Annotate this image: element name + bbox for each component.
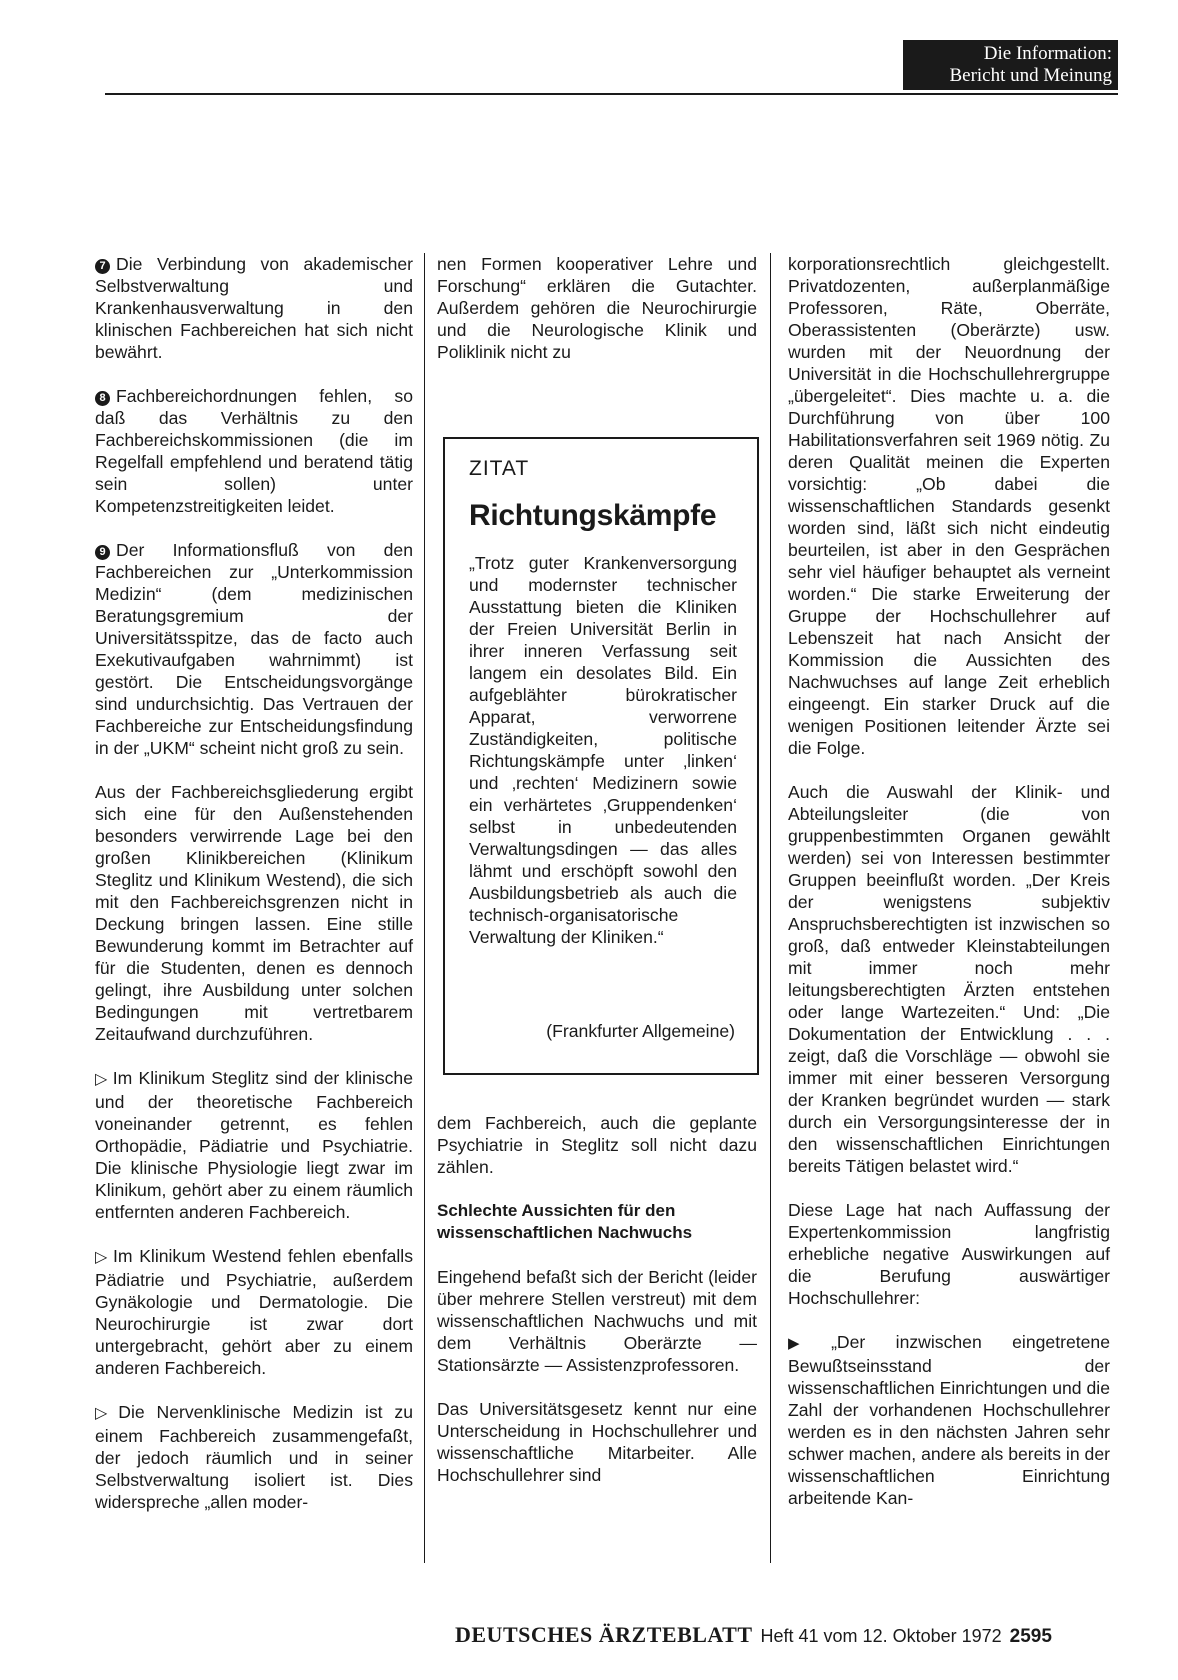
quote-source: (Frankfurter Allgemeine) bbox=[546, 1021, 735, 1041]
quote-title: Richtungskämpfe bbox=[469, 499, 717, 532]
paragraph: Diese Lage hat nach Auffassung der Expertenkommission langfristig erhebliche negative Auswirkungen auf die Berufung auswärtiger Hochschullehrer: bbox=[788, 1200, 1110, 1308]
column-1 bbox=[95, 253, 413, 1513]
paragraph: Eingehend befaßt sich der Bericht (leider über mehrere Stellen verstreut) mit dem wissenschaftlichen Nachwuchs und mit dem Verhältnis Oberärzte — Stationsärzte — Assistenzprofessoren. bbox=[437, 1267, 757, 1375]
triangle-outline-icon: ▷ bbox=[95, 1071, 109, 1088]
paragraph: korporationsrechtlich gleichgestellt. Privatdozenten, außerplanmäßige Professoren, Räte, Oberräte, Oberassistenten (Oberärzte) usw. wurden mit der Neuordnung der Universität in die Hochschullehrergruppe „übergeleitet“. Dies machte u. a. die Durchführung von über 100 Habilitationsverfahren seit 1969 nötig. Zu deren Qualität meinen die Experten vorsichtig: „Ob dabei die wissenschaftlichen Standards gesenkt worden sind, läßt sich nicht eindeutig beurteilen, ist aber in den Gesprächen sehr viel häufiger behauptet als verneint worden.“ Die starke Erweiterung der Gruppe der Hochschullehrer auf Lebenszeit hat nach Ansicht der Kommission die Aussichten des Nachwuchses auf lange Zeit erheblich eingeengt. Ein starker Druck auf die wenigen Positionen leitender Ärzte sei die Folge. bbox=[788, 254, 1110, 758]
column-3 bbox=[788, 253, 1110, 1509]
paragraph: ▷ Im Klinikum Steglitz sind der klinische und der theoretische Fachbereich voneinander getrennt, es fehlen Orthopädie, Pädiatrie und Psychiatrie. Die klinische Physiologie liegt zwar im Klinikum, gehört aber zu einem räumlich entfernten anderen Fachbereich. bbox=[95, 1068, 413, 1222]
number-9-badge: 9 bbox=[95, 545, 110, 560]
triangle-outline-icon: ▷ bbox=[95, 1249, 110, 1266]
subheading: Schlechte Aussichten für den wissenschaftlichen Nachwuchs bbox=[437, 1201, 693, 1242]
number-8-badge: 8 bbox=[95, 391, 110, 406]
paragraph: ▷ Die Nervenklinische Medizin ist zu einem Fachbereich zusammengefaßt, der jedoch räumlich und in seiner Selbstverwaltung isoliert ist. Dies widerspreche „allen moder- bbox=[95, 1402, 413, 1512]
paragraph: nen Formen kooperativer Lehre und Forschung“ erklären die Gutachter. Außerdem gehören die Neurochirurgie und die Neurologische Klinik und Poliklinik nicht zu bbox=[437, 254, 757, 362]
paragraph: 7 Die Verbindung von akademischer Selbstverwaltung und Krankenhausverwaltung in den klinischen Fachbereichen hat sich nicht bewährt. bbox=[95, 254, 413, 362]
quote-box bbox=[443, 437, 759, 1075]
number-7-badge: 7 bbox=[95, 259, 110, 274]
paragraph: 8 Fachbereichordnungen fehlen, so daß das Verhältnis zu den Fachbereichskommissionen (die im Regelfall empfehlend und beratend tätig sein sollen) unter Kompetenzstreitigkeiten leidet. bbox=[95, 386, 413, 516]
quote-text: „Trotz guter Krankenversorgung und modernster technischer Ausstattung bieten die Kliniken der Freien Universität Berlin in ihrer inneren Verfassung seit langem ein desolates Bild. Ein aufgeblähter bürokratischer Apparat, verworrene Zuständigkeiten, politische Richtungskämpfe unter ‚linken‘ und ‚rechten‘ Medizinern sowie ein verhärtetes ‚Gruppendenken‘ selbst in unbedeutenden Verwaltungsdingen — das alles lähmt und erschöpft sowohl den Ausbildungsbetrieb als auch die technisch-organisatorische Verwaltung der Kliniken.“ bbox=[469, 553, 737, 947]
paragraph: 9 Der Informationsfluß von den Fachbereichen zur „Unterkommission Medizin“ (dem medizinischen Beratungsgremium der Universitätsspitze, das de facto auch Exekutivaufgaben wahrnimmt) ist gestört. Die Entscheidungsvorgänge sind undurchsichtig. Das Vertrauen der Fachbereiche zur Entscheidungsfindung in der „UKM“ scheint nicht groß zu sein. bbox=[95, 540, 413, 758]
issue-info: Heft 41 vom 12. Oktober 1972 bbox=[760, 1626, 1002, 1646]
section-header-line2: Bericht und Meinung bbox=[949, 65, 1112, 86]
header-rule bbox=[105, 93, 1118, 95]
column-2 bbox=[437, 253, 757, 385]
magazine-name: DEUTSCHES ÄRZTEBLATT bbox=[455, 1622, 753, 1647]
page-number: 2595 bbox=[1009, 1626, 1052, 1647]
paragraph: Auch die Auswahl der Klinik- und Abteilungsleiter (die von gruppenbestimmten Organen gewählt werden) sei von Interessen bestimmter Gruppen beeinflußt worden. „Der Kreis der wenigstens subjektiv Anspruchsberechtigten ist inzwischen so groß, daß entweder Kleinstabteilungen mit immer noch mehr leitungsberechtigten Ärzten entstehen oder lange Wartezeiten.“ Und: „Die Dokumentation der Entwicklung . . . zeigt, daß die Vorschläge — obwohl sie immer mit einer besseren Versorgung der Kranken begründet wurden — stark durch ein Versorgungsinteresse der in den wissenschaftlichen Einrichtungen bereits Tätigen belastet wird.“ bbox=[788, 782, 1110, 1176]
paragraph: Aus der Fachbereichsgliederung ergibt sich eine für den Außenstehenden besonders verwirrende Lage bei den großen Klinikbereichen (Klinikum Steglitz und Klinikum Westend), die sich mit den Fachbereichsgrenzen nicht in Deckung bringen lassen. Eine stille Bewunderung kommt im Betrachter auf für die Studenten, denen es dennoch gelingt, ihre Ausbildung unter solchen Bedingungen mit vertretbarem Zeitaufwand durchzuführen. bbox=[95, 782, 413, 1044]
column-divider bbox=[770, 253, 771, 1563]
section-header-line1: Die Information: bbox=[983, 43, 1112, 64]
paragraph: Das Universitätsgesetz kennt nur eine Unterscheidung in Hochschullehrer und wissenschaftliche Mitarbeiter. Alle Hochschullehrer sind bbox=[437, 1399, 757, 1485]
paragraph: ▶ „Der inzwischen eingetretene Bewußtseinsstand der wissenschaftlichen Einrichtungen und die Zahl der vorhandenen Hochschullehrer werden es in den nächsten Jahren sehr schwer machen, andere als bereits in der wissenschaftlichen Einrichtung arbeitende Kan- bbox=[788, 1332, 1110, 1508]
page-footer bbox=[455, 1622, 1115, 1648]
section-header bbox=[903, 40, 1118, 90]
column-divider bbox=[424, 253, 425, 1563]
triangle-filled-icon: ▶ bbox=[788, 1335, 826, 1352]
triangle-outline-icon: ▷ bbox=[95, 1405, 115, 1422]
paragraph: ▷ Im Klinikum Westend fehlen ebenfalls Pädiatrie und Psychiatrie, außerdem Gynäkologie und Dermatologie. Die Neurochirurgie ist zwar dort untergebracht, gehört aber zu einem anderen Fachbereich. bbox=[95, 1246, 413, 1378]
column-2-lower bbox=[437, 1112, 757, 1486]
quote-label: ZITAT bbox=[469, 457, 530, 480]
paragraph: dem Fachbereich, auch die geplante Psychiatrie in Steglitz soll nicht dazu zählen. bbox=[437, 1113, 757, 1177]
